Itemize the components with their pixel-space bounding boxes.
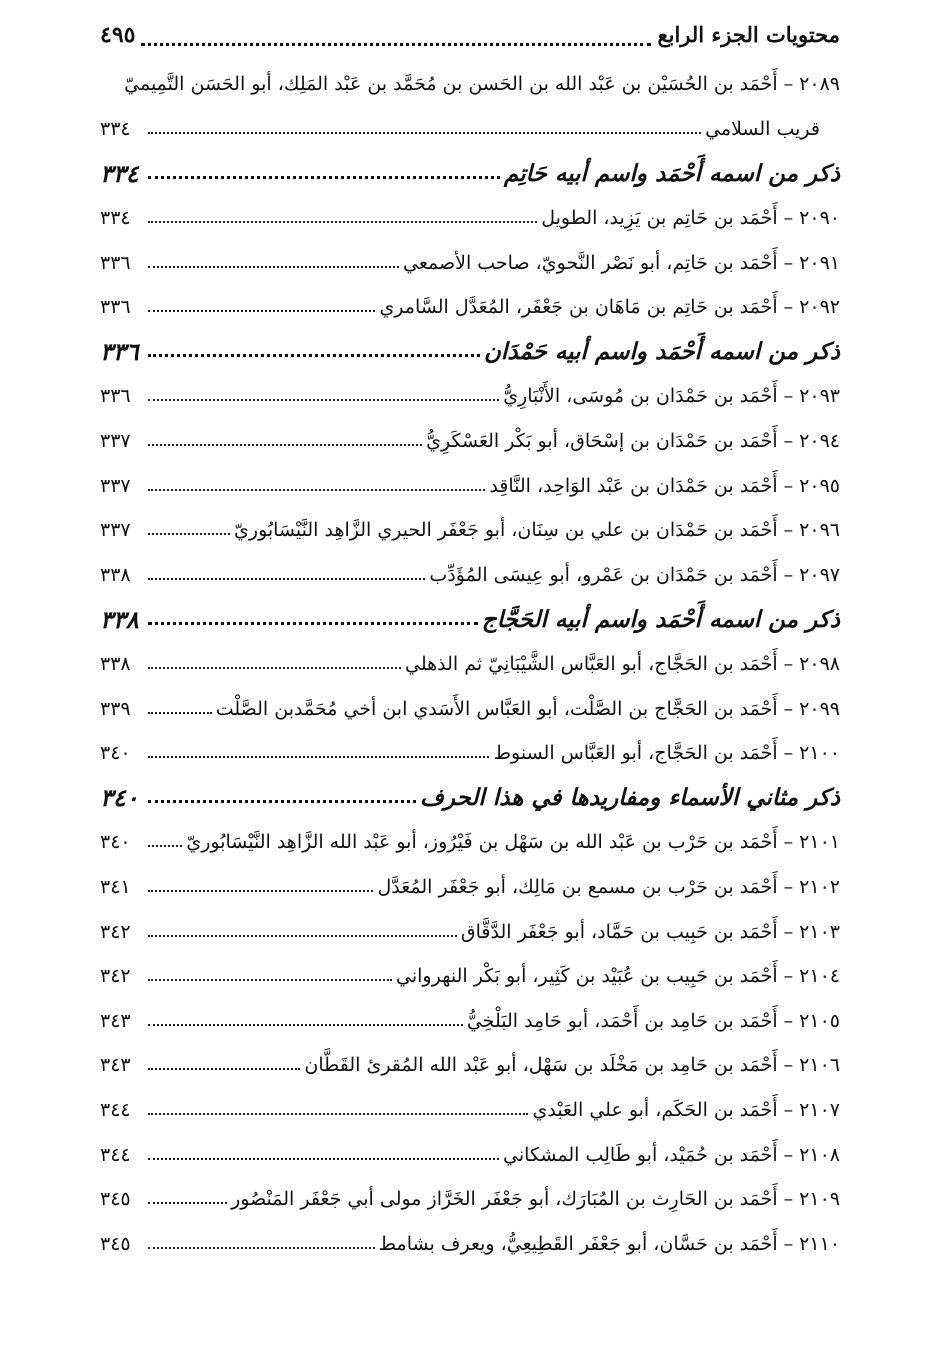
- toc-entry: [100, 686, 840, 731]
- section-title: ذكر من اسمه أَحْمَد واسم أبيه حَمْدَان: [483, 338, 840, 366]
- leader-dots: [148, 845, 182, 847]
- toc-entry: [100, 196, 840, 241]
- entry-title: أَحْمَد بن حَمْدَان بن علي بن سِنَان، أبو جَعْفَر الحيري الزَّاهِد النَّيْسَابُوريّ: [234, 519, 778, 542]
- header-leader-dots: [141, 33, 651, 46]
- leader-dots: [148, 354, 480, 357]
- entry-title: قريب السلامي: [705, 117, 820, 140]
- entry-number: ٢٠٩١: [799, 251, 840, 274]
- entry-number: ٢٠٩٣: [799, 385, 840, 408]
- entry-title: أَحْمَد بن الحَارِث بن المُبَارَك، أبو جَعْفَر الخَرَّاز مولى أبي جَعْفَر المَنْصُور: [231, 1188, 778, 1211]
- entry-dash: –: [783, 73, 794, 96]
- toc-entry: [100, 998, 840, 1043]
- page-number: ٣٤٤: [100, 1098, 131, 1121]
- page-number: ٣٣٦: [100, 251, 131, 274]
- leader-dots: [148, 489, 485, 491]
- entry-title: أَحْمَد بن حَمْدَان بن عَمْرو، أبو عِيسَى المُؤَدِّب: [429, 563, 778, 586]
- leader-dots: [148, 176, 500, 179]
- entry-dash: –: [783, 430, 794, 453]
- page-number: ٣٣٤: [100, 117, 131, 140]
- entry-number: ٢٠٩٦: [799, 519, 840, 542]
- entry-title: أَحْمَد بن الحَجَّاج بن الصَّلْت، أبو العَبَّاس الأَسَدي ابن أخي مُحَمَّدبن الصَّلْت: [215, 697, 778, 720]
- entry-title: أَحْمَد بن الحَجَّاج، أبو العَبَّاس الشَّيْبَانِيّ ثم الذهلي: [405, 653, 778, 676]
- toc-entry: [100, 553, 840, 598]
- entry-dash: –: [783, 653, 794, 676]
- leader-dots: [148, 266, 399, 268]
- page-number: ٣٤٥: [100, 1232, 131, 1255]
- entry-number: ٢٠٩٧: [799, 563, 840, 586]
- entry-dash: –: [783, 474, 794, 497]
- entry-title: أَحْمَد بن الحَكَم، أبو علي العَبْدي: [532, 1098, 778, 1121]
- section-title: ذكر من اسمه أَحْمَد واسم أبيه الحَجَّاج: [481, 605, 840, 633]
- leader-dots: [148, 132, 701, 134]
- page-number: ٣٣٧: [100, 519, 131, 542]
- entry-title: أَحْمَد بن حَمْدَان بن مُوسَى، الأَنْبَارِيُّ: [503, 385, 778, 408]
- page-number: ٣٤٠: [100, 831, 131, 854]
- page-number: ٣٣٦: [100, 385, 131, 408]
- entry-dash: –: [783, 965, 794, 988]
- entry-number: ٢٠٩٩: [799, 697, 840, 720]
- toc-entry: [100, 374, 840, 419]
- page-number: ٣٤٣: [100, 1054, 131, 1077]
- section-heading: [100, 151, 840, 196]
- page-number: ٣٣٨: [100, 653, 131, 676]
- page-number: ٣٤٤: [100, 1143, 131, 1166]
- entry-title: أَحْمَد بن حَرْب بن عَبْد الله بن سَهْل بن فَيْرُوز، أبو عَبْد الله الزَّاهِد النَّيْسَابُوريّ: [186, 831, 778, 854]
- page-number: ٣٤٠: [100, 742, 131, 765]
- entry-number: ٢٠٩٤: [799, 430, 840, 453]
- toc-entry: [100, 1088, 840, 1133]
- section-heading: [100, 597, 840, 642]
- entry-number: ٢١١٠: [799, 1232, 840, 1255]
- entry-dash: –: [783, 207, 794, 230]
- leader-dots: [148, 221, 537, 223]
- section-heading: [100, 330, 840, 375]
- toc-entry: [100, 954, 840, 999]
- entry-dash: –: [783, 296, 794, 319]
- toc-entry: [100, 419, 840, 464]
- entry-number: ٢١٠٩: [799, 1188, 840, 1211]
- page-number: ٣٣٨: [100, 604, 139, 634]
- leader-dots: [148, 578, 425, 580]
- table-of-contents: [100, 62, 840, 1266]
- leader-dots: [148, 979, 392, 981]
- entry-continuation: [100, 107, 840, 152]
- entry-number: ٢٠٩٨: [799, 653, 840, 676]
- leader-dots: [148, 399, 499, 401]
- page-number: ٣٤٥: [100, 1188, 131, 1211]
- entry-dash: –: [783, 519, 794, 542]
- entry-number: ٢٠٩٠: [799, 207, 840, 230]
- entry-title: أَحْمَد بن حَمْدَان بن إسْحَاق، أبو بَكْر العَسْكَرِيُّ: [426, 430, 778, 453]
- entry-number: ٢١٠٠: [799, 742, 840, 765]
- entry-dash: –: [783, 1054, 794, 1077]
- entry-title: أَحْمَد بن حَامِد بن مَخْلَد بن سَهْل، أبو عَبْد الله المُقرئ القَطَّان: [304, 1054, 778, 1077]
- entry-title: أَحْمَد بن حَبِيب بن عُبَيْد بن كَثِير، أبو بَكْر النهرواني: [396, 965, 778, 988]
- leader-dots: [148, 622, 478, 625]
- running-header: [100, 22, 840, 56]
- page-number: ٣٣٧: [100, 474, 131, 497]
- entry-title: أَحْمَد بن حَرْب بن مسمع بن مَالِك، أبو جَعْفَر المُعَدَّل: [377, 875, 778, 898]
- entry-dash: –: [783, 385, 794, 408]
- leader-dots: [148, 890, 373, 892]
- section-heading: [100, 776, 840, 821]
- entry-number: ٢١٠١: [799, 831, 840, 854]
- leader-dots: [148, 667, 401, 669]
- page-number: ٣٣٦: [100, 296, 131, 319]
- entry-number: ٢١٠٢: [799, 875, 840, 898]
- page-number: ٣٤١: [100, 875, 131, 898]
- toc-entry: [100, 731, 840, 776]
- leader-dots: [148, 444, 422, 446]
- leader-dots: [148, 1247, 375, 1249]
- entry-number: ٢١٠٣: [799, 920, 840, 943]
- entry-title: أَحْمَد بن الحَجَّاج، أبو العَبَّاس السنوط: [493, 742, 778, 765]
- entry-number: ٢١٠٧: [799, 1098, 840, 1121]
- page-number: ٣٣٧: [100, 430, 131, 453]
- entry-number: ٢١٠٦: [799, 1054, 840, 1077]
- page-number: ٣٣٩: [100, 697, 131, 720]
- header-page-number: ٤٩٥: [100, 22, 136, 48]
- entry-dash: –: [783, 1009, 794, 1032]
- page-number: ٣٤٢: [100, 920, 131, 943]
- section-title: ذكر من اسمه أَحْمَد واسم أبيه حَاتِم: [503, 159, 840, 187]
- toc-entry: [100, 909, 840, 954]
- toc-entry: [100, 1221, 840, 1266]
- leader-dots: [148, 935, 457, 937]
- toc-entry: [100, 285, 840, 330]
- leader-dots: [148, 1024, 463, 1026]
- entry-dash: –: [783, 742, 794, 765]
- entry-title: أَحْمَد بن حَبِيب بن حَمَّاد، أبو جَعْفَر الدَّقَّاق: [460, 920, 778, 943]
- toc-entry: [100, 820, 840, 865]
- page-number: ٣٣٤: [100, 207, 131, 230]
- toc-entry: [100, 865, 840, 910]
- leader-dots: [148, 712, 212, 714]
- toc-entry: [100, 463, 840, 508]
- entry-number: ٢١٠٨: [799, 1143, 840, 1166]
- entry-title: أَحْمَد بن حَاتِم، أبو نَصْر النَّحويّ، صاحب الأصمعي: [402, 251, 778, 274]
- leader-dots: [148, 756, 489, 758]
- page-number: ٣٤٢: [100, 965, 131, 988]
- leader-dots: [148, 1202, 227, 1204]
- entry-title: أَحْمَد بن حُمَيْد، أبو طَالِب المشكاني: [503, 1143, 778, 1166]
- entry-dash: –: [783, 251, 794, 274]
- entry-title: أَحْمَد بن حَاتِم بن مَاهَان بن جَعْفَر، المُعَدَّل السَّامري: [379, 296, 778, 319]
- entry-dash: –: [783, 563, 794, 586]
- section-title: ذكر مثاني الأسماء ومفاريدها في هذا الحرف: [420, 784, 840, 812]
- leader-dots: [148, 1068, 300, 1070]
- entry-number: ٢١٠٤: [799, 965, 840, 988]
- entry-title: أَحْمَد بن الحُسَيْن بن عَبْد الله بن الحَسن بن مُحَمَّد بن عَبْد المَلِك، أبو الحَسَن التَّمِيميّ: [124, 73, 778, 96]
- page-number: ٣٣٤: [100, 158, 139, 188]
- entry-number: ٢٠٩٥: [799, 474, 840, 497]
- toc-entry: [100, 1043, 840, 1088]
- leader-dots: [148, 1113, 528, 1115]
- toc-entry: [100, 62, 840, 107]
- leader-dots: [148, 310, 375, 312]
- entry-title: أَحْمَد بن حَاتِم بن يَزِيد، الطويل: [541, 207, 778, 230]
- toc-entry: [100, 1132, 840, 1177]
- entry-dash: –: [783, 1232, 794, 1255]
- page-number: ٣٤٣: [100, 1009, 131, 1032]
- entry-dash: –: [783, 1098, 794, 1121]
- header-title: محتويات الجزء الرابع: [657, 22, 840, 47]
- entry-dash: –: [783, 920, 794, 943]
- page-number: ٣٤٠: [100, 783, 139, 813]
- leader-dots: [148, 800, 416, 803]
- entry-dash: –: [783, 1143, 794, 1166]
- toc-entry: [100, 1177, 840, 1222]
- entry-title: أَحْمَد بن حَمْدَان بن عَبْد الوَاحِد، النَّاقِد: [489, 474, 778, 497]
- toc-entry: [100, 240, 840, 285]
- entry-number: ٢٠٩٢: [799, 296, 840, 319]
- entry-dash: –: [783, 831, 794, 854]
- entry-number: ٢١٠٥: [799, 1009, 840, 1032]
- toc-entry: [100, 642, 840, 687]
- leader-dots: [148, 1158, 499, 1160]
- page-number: ٣٣٨: [100, 563, 131, 586]
- entry-title: أَحْمَد بن حَامِد بن أَحْمَد، أبو حَامِد البَلْخِيُّ: [466, 1009, 778, 1032]
- leader-dots: [148, 533, 230, 535]
- entry-dash: –: [783, 697, 794, 720]
- entry-dash: –: [783, 875, 794, 898]
- entry-title: أَحْمَد بن حَسَّان، أبو جَعْفَر القَطِيعِيُّ، ويعرف بشامط: [378, 1232, 778, 1255]
- toc-entry: [100, 508, 840, 553]
- entry-number: ٢٠٨٩: [799, 73, 840, 96]
- entry-dash: –: [783, 1188, 794, 1211]
- page-number: ٣٣٦: [100, 337, 139, 367]
